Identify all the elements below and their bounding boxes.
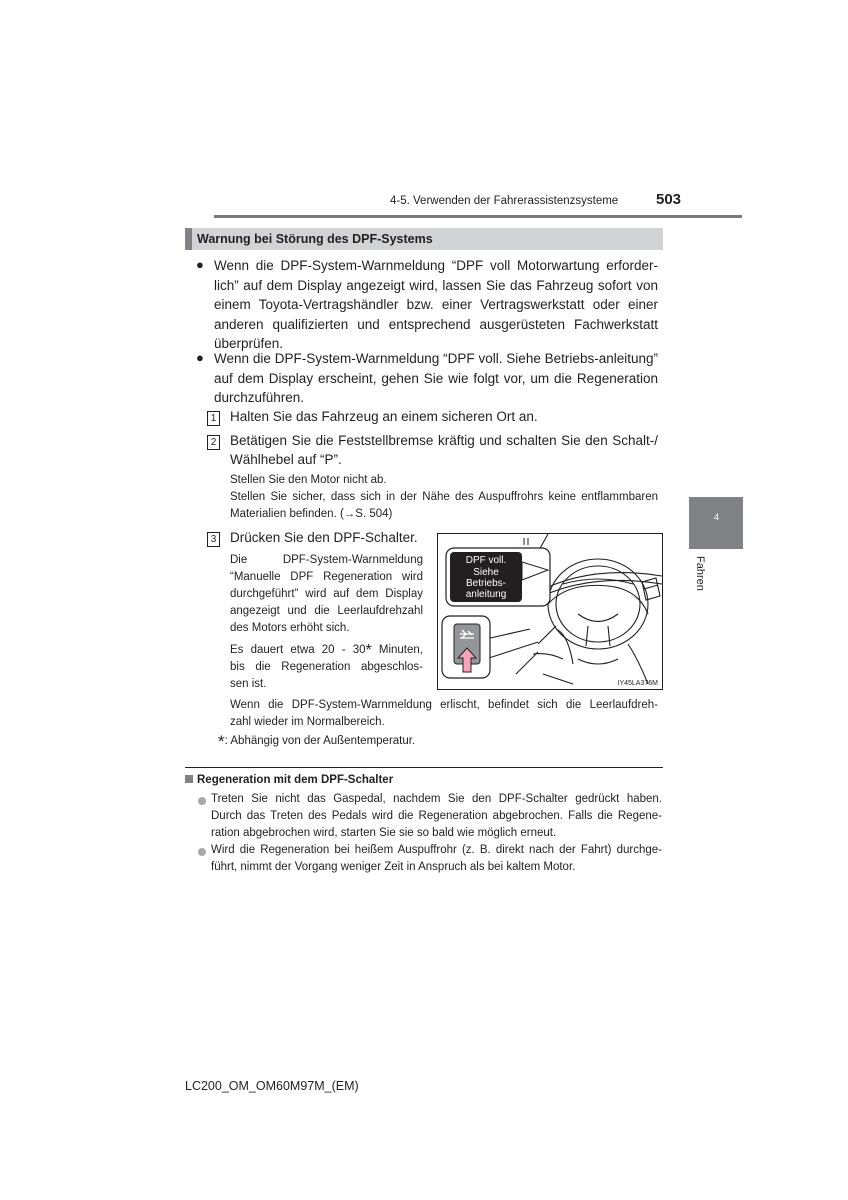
figure-code: IY45LA376M bbox=[617, 680, 658, 687]
section-2-title: Regeneration mit dem DPF-Schalter bbox=[185, 774, 393, 786]
display-line-1: DPF voll. bbox=[465, 555, 507, 566]
page-number: 503 bbox=[656, 191, 682, 208]
dashboard-figure bbox=[437, 533, 663, 690]
bullet-paragraph-1: Wenn die DPF-System-Warnmeldung “DPF voll Motorwartung erforder- lich” auf dem Display angezeigt wird, lassen Sie das Fahrzeug sofort von einem Toyota-Vertragshändler bzw. einer Vertragswerkstatt oder einer anderen qualifizierten und entsprechend ausgerüsteten Fachwerkstatt überprüfen. bbox=[214, 258, 658, 351]
heading-stripe bbox=[185, 228, 192, 250]
step-2-text: Betätigen Sie die Feststellbremse kräftig und schalten Sie den Schalt-/ Wählhebel auf “P”. bbox=[230, 433, 658, 467]
step-3-description: Die DPF-System-Warnmeldung “Manuelle DPF Regeneration wird durchgeführt” wird auf dem Display angezeigt und die Leerlaufdrehzahl des Motors erhöht sich. bbox=[230, 554, 423, 634]
bullet-icon: ● bbox=[196, 257, 204, 272]
warning-heading-bar bbox=[185, 228, 663, 250]
footnote: *: Abhängig von der Außentemperatur. bbox=[218, 732, 416, 751]
bullet-paragraph-2: Wenn die DPF-System-Warnmeldung “DPF voll. Siehe Betriebs-anleitung” auf dem Display erscheint, gehen Sie wie folgt vor, um die Regeneration durchzuführen. bbox=[214, 351, 658, 405]
display-line-3: Betriebs- bbox=[465, 578, 507, 589]
step-1-text: Halten Sie das Fahrzeug an einem sicheren Ort an. bbox=[230, 409, 538, 424]
step-3-duration: Es dauert etwa 20 - 30* Minuten, bis die Regeneration abgeschlos- sen ist. bbox=[230, 642, 423, 690]
section-rule bbox=[185, 767, 663, 768]
step-number-2: 2 bbox=[207, 435, 220, 450]
display-line-2: Siehe bbox=[473, 567, 499, 578]
step-number-1: 1 bbox=[207, 411, 220, 426]
section-2-item-2: Wird die Regeneration bei heißem Auspuffrohr (z. B. direkt nach der Fahrt) durchge- führt, nimmt der Vorgang weniger Zeit in Anspruch als bei kaltem Motor. bbox=[211, 844, 662, 873]
step-number-3: 3 bbox=[207, 532, 220, 547]
warning-heading: Warnung bei Störung des DPF-Systems bbox=[197, 232, 433, 246]
dashboard-illustration bbox=[438, 534, 662, 689]
gray-bullet-icon bbox=[198, 797, 206, 805]
section-2-item-1: Treten Sie nicht das Gaspedal, nachdem Sie den DPF-Schalter gedrückt haben. Durch das Treten des Pedals wird die Regeneration abgebrochen. Falls die Regene- ration abgebrochen wird, starten Sie sie so bald wie möglich erneut. bbox=[211, 793, 662, 839]
header-rule bbox=[214, 215, 742, 218]
after-note: Wenn die DPF-System-Warnmeldung erlischt, befindet sich die Leerlaufdreh- zahl wieder im Normalbereich. bbox=[230, 699, 658, 728]
square-bullet-icon bbox=[185, 775, 193, 783]
bullet-icon: ● bbox=[196, 350, 204, 365]
chapter-tab bbox=[689, 497, 743, 549]
footer-code: LC200_OM_OM60M97M_(EM) bbox=[185, 1079, 359, 1093]
step-2-notes: Stellen Sie den Motor nicht ab. Stellen Sie sicher, dass sich in der Nähe des Auspuffrohrs keine entflammbaren Materialien befinden. (→S. 504) bbox=[230, 474, 658, 520]
step-3-text: Drücken Sie den DPF-Schalter. bbox=[230, 530, 418, 545]
gray-bullet-icon bbox=[198, 848, 206, 856]
chapter-label: Fahren bbox=[694, 556, 706, 591]
display-line-4: anleitung bbox=[465, 589, 507, 600]
chapter-number: 4 bbox=[714, 512, 720, 522]
section-header: 4-5. Verwenden der Fahrerassistenzsysteme bbox=[390, 195, 619, 207]
